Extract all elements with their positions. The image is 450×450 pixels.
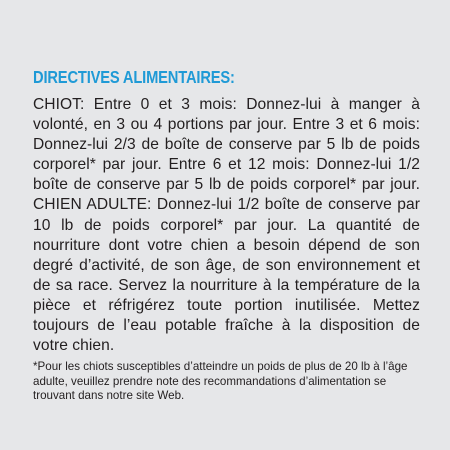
feeding-guidelines-body: CHIOT: Entre 0 et 3 mois: Donnez-lui à manger à volonté, en 3 ou 4 portions par jour. Entre 3 et 6 mois: Donnez-lui 2/3 de boîte de conserve par 5 lb de poids corporel* par jour. Entre 6 et 12 mois: Donnez-lui 1/2 boîte de conserve par 5 lb de poids corporel* par jour. CHIEN ADULTE: Donnez-lui 1/2 boîte de conserve par 10 lb de poids corporel* par jour. La quantité de nourriture dont votre chien a besoin dépend de son degré d’activité, de son âge, de son environnement et de sa race. Servez la nourriture à la température de la pièce et réfrigérez toute portion inutilisée. Mettez toujours de l’eau potable fraîche à la disposition de votre chien. <box>33 96 420 355</box>
feeding-guidelines-heading: DIRECTIVES ALIMENTAIRES: <box>33 67 235 87</box>
feeding-guidelines-footnote: *Pour les chiots susceptibles d’atteindre un poids de plus de 20 lb à l’âge adulte, veuillez prendre note des recommandations d’alimentation se trouvant dans notre site Web. <box>33 360 408 403</box>
